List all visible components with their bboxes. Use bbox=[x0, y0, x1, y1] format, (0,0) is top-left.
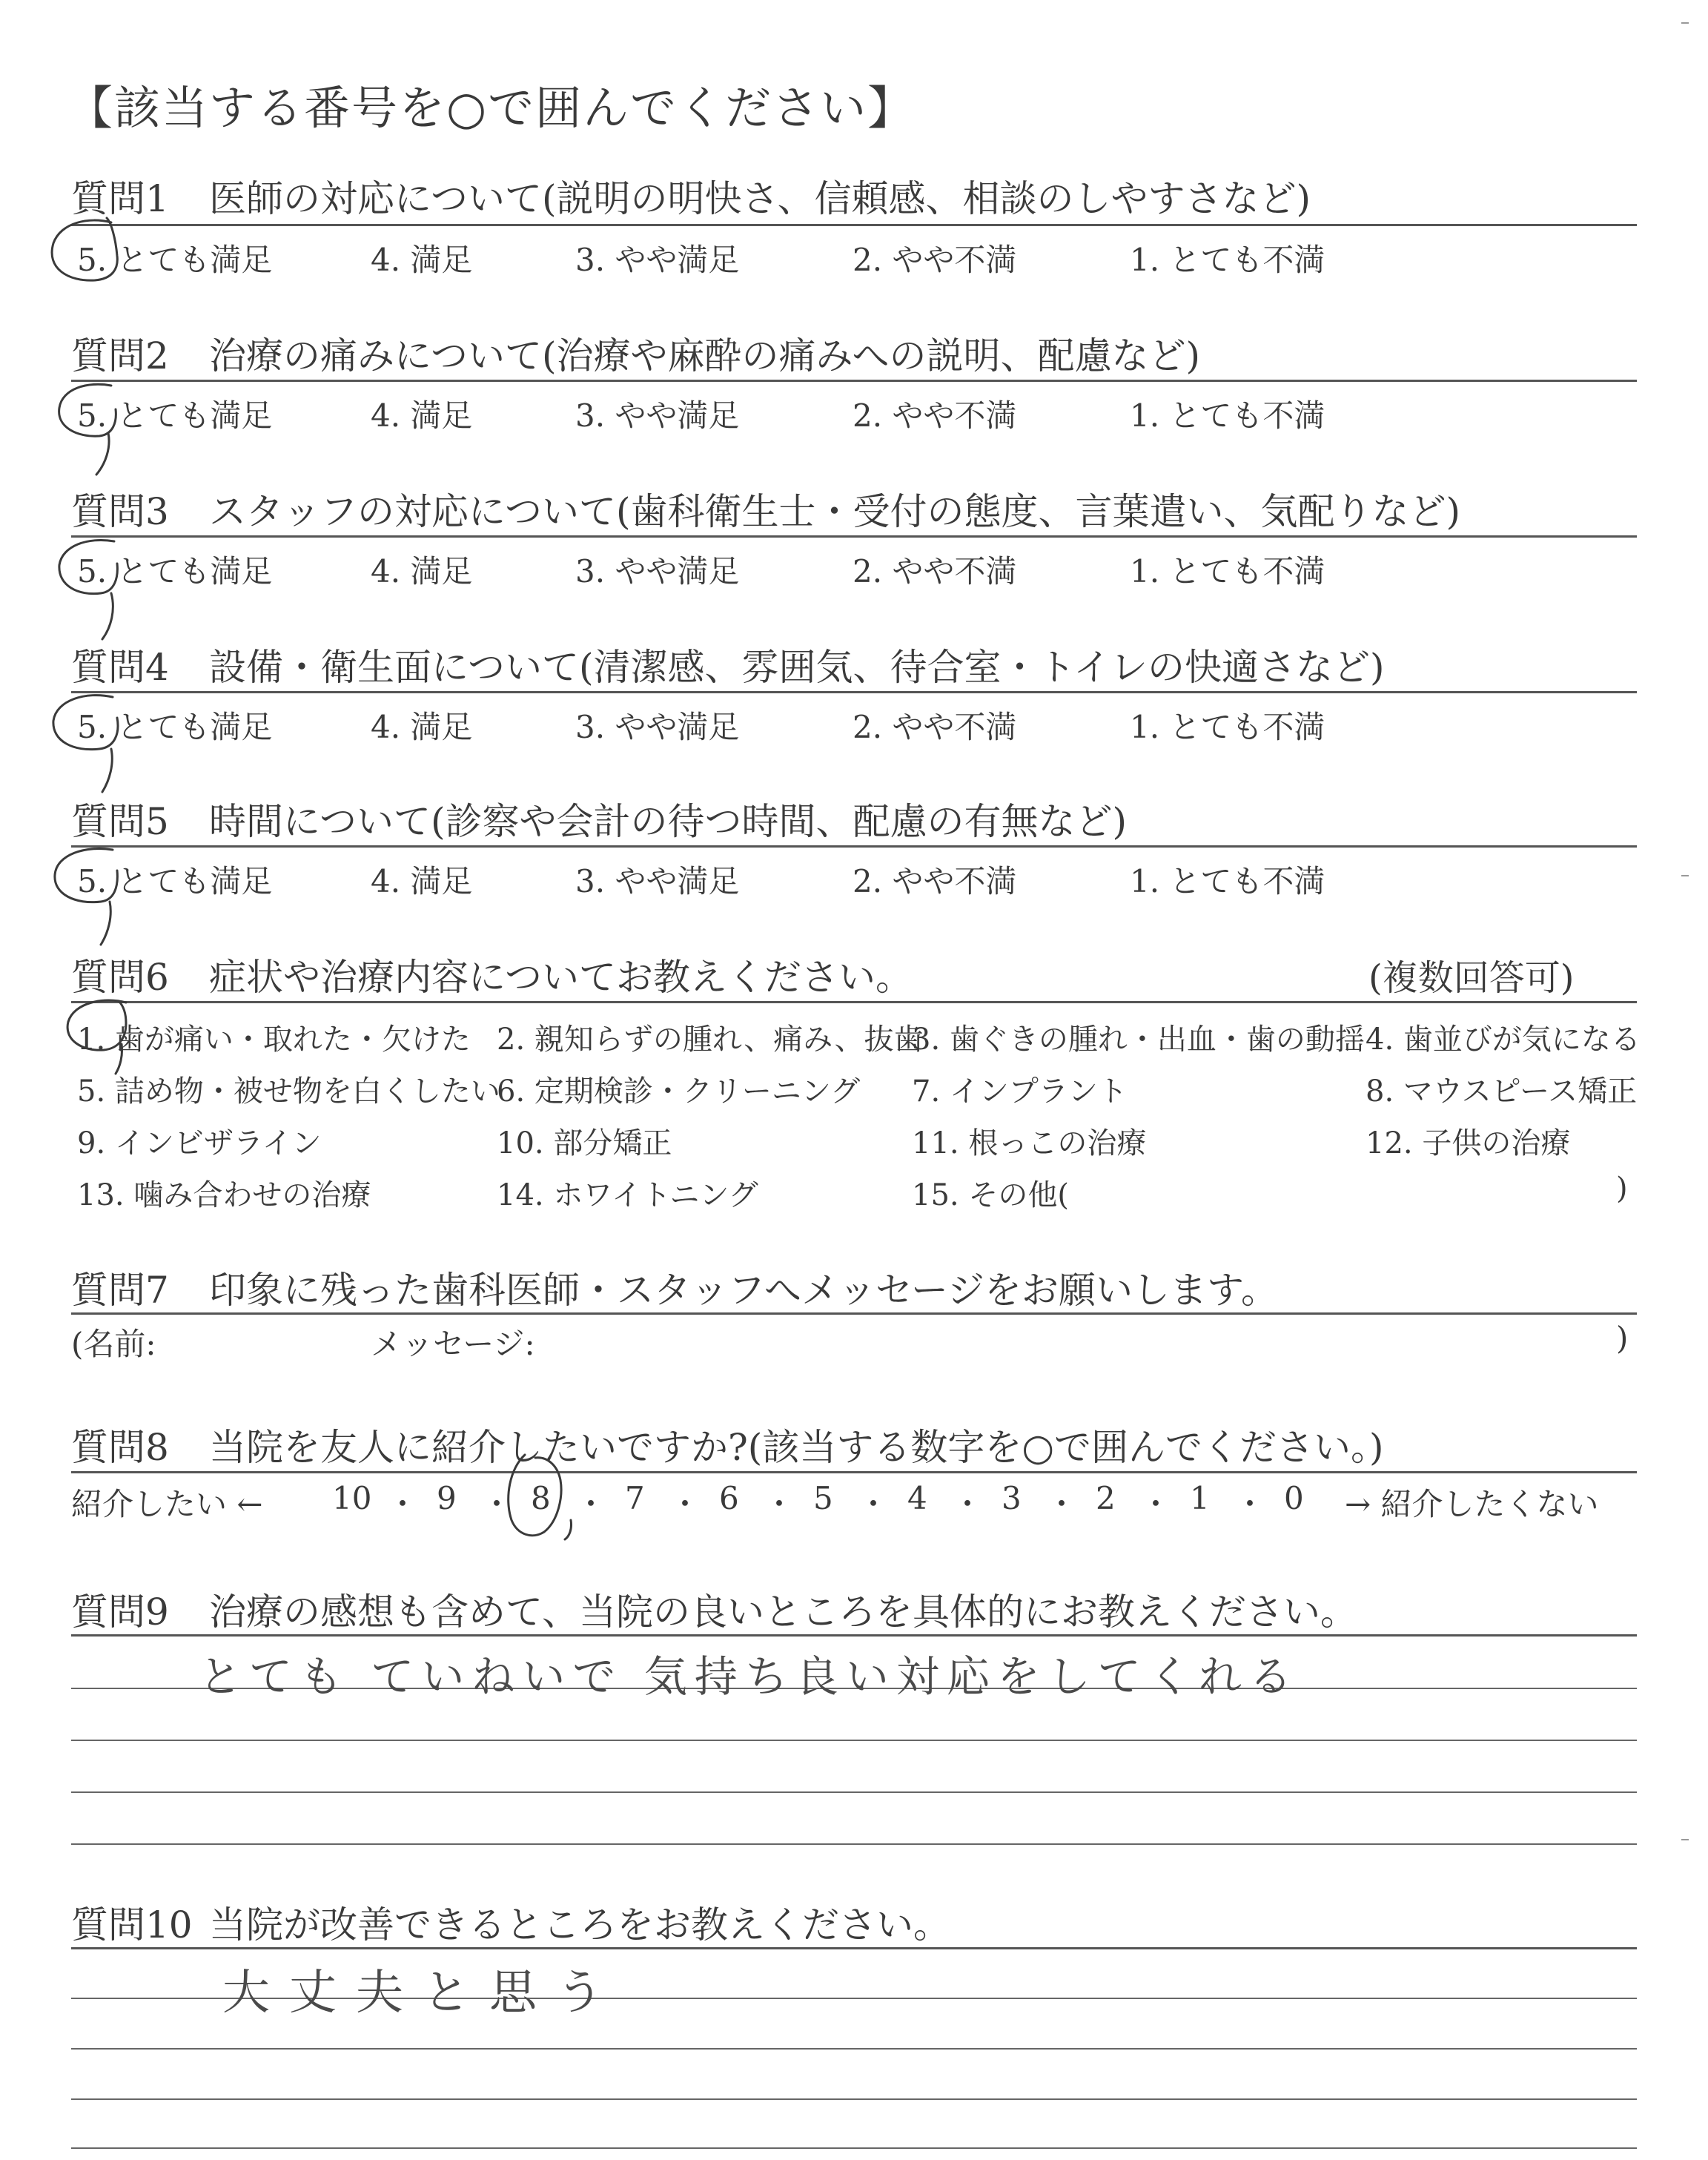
q8-scale-value[interactable]: 9 bbox=[437, 1480, 457, 1516]
question-10-number: 質問10 bbox=[71, 1903, 193, 1946]
q8-scale-separator: ・ bbox=[952, 1486, 984, 1522]
q6-option-8[interactable]: 8. マウスピース矯正 bbox=[1366, 1074, 1638, 1109]
question-5-text: 時間について(診察や会計の待つ時間、配慮の有無など) bbox=[209, 800, 1128, 843]
q8-scale-separator: ・ bbox=[1234, 1486, 1266, 1522]
question-10-rule bbox=[71, 1947, 1637, 1949]
q2-option-3[interactable]: 3. やや満足 bbox=[575, 397, 740, 434]
q9-answer-line-3 bbox=[71, 1791, 1637, 1793]
q1-option-4[interactable]: 4. 満足 bbox=[371, 242, 473, 278]
q6-option-10[interactable]: 10. 部分矯正 bbox=[497, 1126, 672, 1160]
q8-scale-value[interactable]: 6 bbox=[719, 1480, 739, 1516]
question-9-text: 治療の感想も含めて、当院の良いところを具体的にお教えください。 bbox=[209, 1591, 1357, 1634]
q10-answer-line-4 bbox=[71, 2147, 1637, 2149]
question-9 bbox=[71, 1582, 1357, 1636]
q1-option-1[interactable]: 1. とても不満 bbox=[1130, 242, 1325, 278]
q8-scale-value[interactable]: 2 bbox=[1096, 1480, 1116, 1516]
question-1-number: 質問1 bbox=[71, 177, 169, 220]
q8-scale-separator: ・ bbox=[481, 1486, 513, 1522]
q6-option-3[interactable]: 3. 歯ぐきの腫れ・出血・歯の動揺 bbox=[912, 1023, 1365, 1057]
question-2-text: 治療の痛みについて(治療や麻酔の痛みへの説明、配慮など) bbox=[209, 334, 1201, 377]
question-4-number: 質問4 bbox=[71, 646, 169, 689]
question-3-rule bbox=[71, 535, 1637, 538]
q8-scale-separator: ・ bbox=[387, 1486, 419, 1522]
question-5-number: 質問5 bbox=[71, 800, 169, 843]
question-9-rule bbox=[71, 1634, 1637, 1636]
scan-edge-mark bbox=[1681, 875, 1689, 876]
question-2-number: 質問2 bbox=[71, 334, 169, 377]
q2-option-5[interactable]: 5. とても満足 bbox=[77, 397, 273, 434]
q5-option-3[interactable]: 3. やや満足 bbox=[575, 863, 740, 899]
q6-option-9[interactable]: 9. インビザライン bbox=[77, 1126, 322, 1160]
q6-option-13[interactable]: 13. 噛み合わせの治療 bbox=[77, 1178, 371, 1212]
question-6-rule bbox=[71, 1001, 1637, 1003]
q8-scale-value[interactable]: 5 bbox=[813, 1480, 833, 1516]
q7-close-paren: ) bbox=[1616, 1320, 1629, 1356]
q8-scale-value[interactable]: 7 bbox=[625, 1480, 645, 1516]
q3-option-5[interactable]: 5. とても満足 bbox=[77, 553, 273, 589]
question-6 bbox=[71, 948, 913, 1001]
q8-left-label: 紹介したい ← bbox=[71, 1486, 263, 1522]
question-6-number: 質問6 bbox=[71, 956, 169, 999]
question-8-number: 質問8 bbox=[71, 1426, 169, 1469]
question-4-text: 設備・衛生面について(清潔感、雰囲気、待合室・トイレの快適さなど) bbox=[209, 646, 1385, 689]
question-3-number: 質問3 bbox=[71, 490, 169, 533]
q9-answer-line-2 bbox=[71, 1740, 1637, 1741]
q8-scale-separator: ・ bbox=[575, 1486, 607, 1522]
question-7-number: 質問7 bbox=[71, 1269, 169, 1312]
q6-option-6[interactable]: 6. 定期検診・クリーニング bbox=[497, 1074, 861, 1109]
q8-scale-separator: ・ bbox=[669, 1486, 701, 1522]
q6-option-11[interactable]: 11. 根っこの治療 bbox=[912, 1126, 1147, 1160]
q3-option-2[interactable]: 2. やや不満 bbox=[853, 553, 1017, 589]
q5-option-4[interactable]: 4. 満足 bbox=[371, 863, 473, 899]
q8-scale-separator: ・ bbox=[1046, 1486, 1078, 1522]
question-5-rule bbox=[71, 845, 1637, 848]
scan-edge-mark bbox=[1681, 1839, 1689, 1840]
question-10 bbox=[71, 1895, 950, 1949]
q9-handwritten-answer: とても ていねいで 気持ち良い対応をしてくれる bbox=[199, 1651, 1300, 1702]
q4-option-5[interactable]: 5. とても満足 bbox=[77, 709, 273, 745]
q8-scale-value[interactable]: 0 bbox=[1284, 1480, 1304, 1516]
q4-option-3[interactable]: 3. やや満足 bbox=[575, 709, 740, 745]
q6-option-4[interactable]: 4. 歯並びが気になる bbox=[1366, 1023, 1641, 1057]
question-4-rule bbox=[71, 691, 1637, 693]
page-title: 【該当する番号を○で囲んでください】 bbox=[67, 81, 916, 135]
q10-answer-line-3 bbox=[71, 2098, 1637, 2100]
q8-scale-value[interactable]: 10 bbox=[332, 1480, 372, 1516]
q9-answer-line-4 bbox=[71, 1843, 1637, 1845]
q7-message-label: メッセージ: bbox=[371, 1326, 535, 1362]
q5-option-5[interactable]: 5. とても満足 bbox=[77, 863, 273, 899]
scan-edge-mark bbox=[1681, 22, 1689, 24]
question-8 bbox=[71, 1418, 1383, 1471]
q6-option-14[interactable]: 14. ホワイトニング bbox=[497, 1178, 758, 1212]
q1-option-2[interactable]: 2. やや不満 bbox=[853, 242, 1017, 278]
q3-option-4[interactable]: 4. 満足 bbox=[371, 553, 473, 589]
question-9-number: 質問9 bbox=[71, 1591, 169, 1634]
q6-option-2[interactable]: 2. 親知らずの腫れ、痛み、抜歯 bbox=[497, 1023, 924, 1057]
q5-option-1[interactable]: 1. とても不満 bbox=[1130, 863, 1325, 899]
q8-scale-separator: ・ bbox=[764, 1486, 795, 1522]
q3-option-1[interactable]: 1. とても不満 bbox=[1130, 553, 1325, 589]
question-1 bbox=[71, 169, 1311, 222]
q4-option-4[interactable]: 4. 満足 bbox=[371, 709, 473, 745]
q8-scale-value[interactable]: 3 bbox=[1002, 1480, 1022, 1516]
q8-scale-value[interactable]: 1 bbox=[1190, 1480, 1210, 1516]
q6-option-7[interactable]: 7. インプラント bbox=[912, 1074, 1128, 1109]
question-7 bbox=[71, 1261, 1278, 1314]
q2-option-2[interactable]: 2. やや不満 bbox=[853, 397, 1017, 434]
question-7-text: 印象に残った歯科医師・スタッフへメッセージをお願いします。 bbox=[209, 1269, 1278, 1312]
question-6-text: 症状や治療内容についてお教えください。 bbox=[209, 956, 913, 999]
q8-right-label: → 紹介したくない bbox=[1345, 1486, 1599, 1522]
q5-option-2[interactable]: 2. やや不満 bbox=[853, 863, 1017, 899]
q6-option-15-close: ) bbox=[1616, 1172, 1628, 1206]
q8-scale-separator: ・ bbox=[1140, 1486, 1172, 1522]
question-2 bbox=[71, 326, 1200, 380]
question-8-rule bbox=[71, 1471, 1637, 1473]
q6-option-5[interactable]: 5. 詰め物・被せ物を白くしたい bbox=[77, 1074, 500, 1109]
question-1-text: 医師の対応について(説明の明快さ、信頼感、相談のしやすさなど) bbox=[209, 177, 1311, 220]
q7-name-label: (名前: bbox=[71, 1326, 156, 1362]
question-3-text: スタッフの対応について(歯科衛生士・受付の態度、言葉遣い、気配りなど) bbox=[209, 490, 1461, 533]
q6-option-12[interactable]: 12. 子供の治療 bbox=[1366, 1126, 1571, 1160]
question-8-text: 当院を友人に紹介したいですか?(該当する数字を○で囲んでください。) bbox=[209, 1426, 1384, 1469]
question-5 bbox=[71, 792, 1127, 845]
question-2-rule bbox=[71, 380, 1637, 382]
q8-scale-separator: ・ bbox=[858, 1486, 890, 1522]
q8-scale-value[interactable]: 4 bbox=[907, 1480, 927, 1516]
multiple-answers-note: (複数回答可) bbox=[1368, 957, 1575, 999]
q4-option-2[interactable]: 2. やや不満 bbox=[853, 709, 1017, 745]
q1-option-5[interactable]: 5. とても満足 bbox=[77, 242, 273, 278]
q1-option-3[interactable]: 3. やや満足 bbox=[575, 242, 740, 278]
q10-handwritten-answer: 大丈夫と思う bbox=[222, 1966, 623, 2021]
question-10-text: 当院が改善できるところをお教えください。 bbox=[209, 1903, 950, 1946]
q6-option-1[interactable]: 1. 歯が痛い・取れた・欠けた bbox=[77, 1023, 471, 1057]
q6-option-15[interactable]: 15. その他( bbox=[912, 1178, 1069, 1212]
question-7-rule bbox=[71, 1312, 1637, 1315]
question-3 bbox=[71, 482, 1460, 535]
q3-option-3[interactable]: 3. やや満足 bbox=[575, 553, 740, 589]
question-1-rule bbox=[71, 224, 1637, 226]
q2-option-4[interactable]: 4. 満足 bbox=[371, 397, 473, 434]
question-4 bbox=[71, 638, 1385, 691]
q8-scale-value[interactable]: 8 bbox=[531, 1480, 551, 1516]
q10-answer-line-2 bbox=[71, 2048, 1637, 2050]
q4-option-1[interactable]: 1. とても不満 bbox=[1130, 709, 1325, 745]
q2-option-1[interactable]: 1. とても不満 bbox=[1130, 397, 1325, 434]
